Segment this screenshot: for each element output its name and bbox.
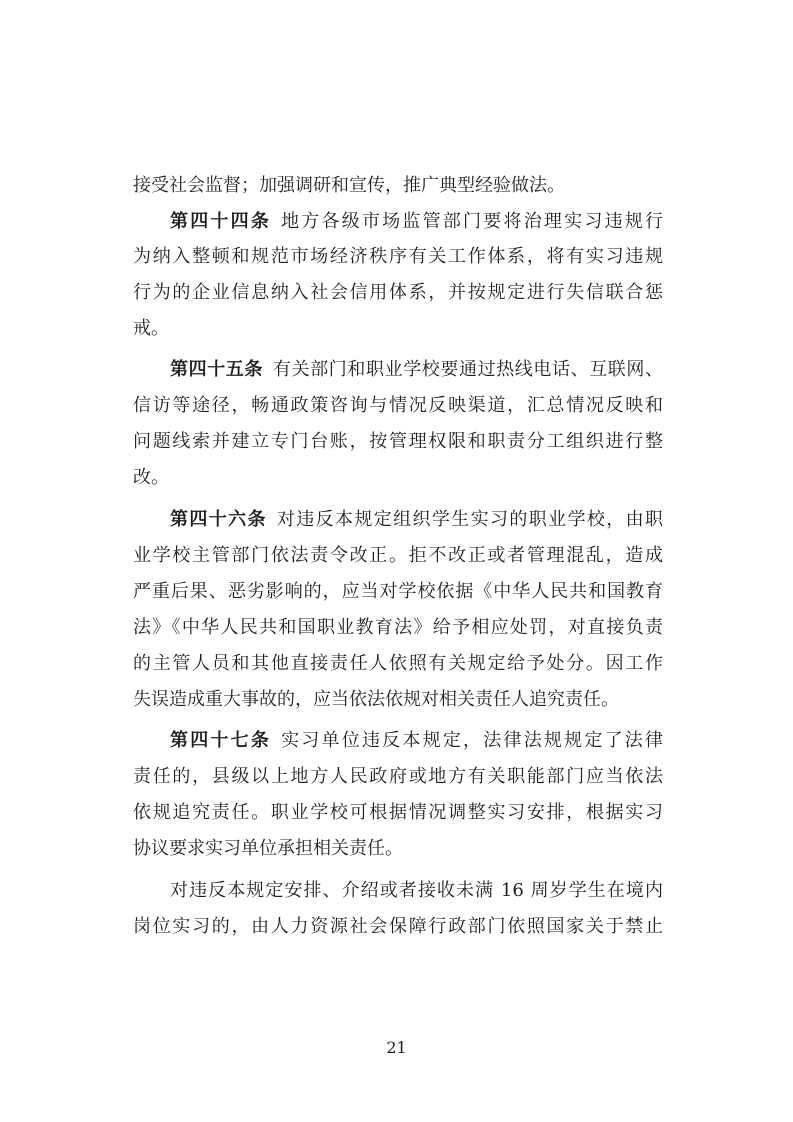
article-44-first-line [170,207,663,237]
article-47-title: 第四十七条 [170,730,272,751]
article-45-text: 有关部门和职业学校要通过热线电话、互联网、 [273,359,663,380]
page-number: 21 [386,1038,407,1057]
text-line: 业学校主管部门依法责令改正。拒不改正或者管理混乱，造成 [133,545,663,566]
text-line: 对违反本规定安排、介绍或者接收未满 16 周岁学生在境内 [170,880,663,901]
text-line: 接受社会监督；加强调研和宣传，推广典型经验做法。 [133,175,565,196]
article-46-text: 对违反本规定组织学生实习的职业学校，由职 [276,509,663,530]
article-45-first-line [170,355,663,385]
article-44-text: 地方各级市场监管部门要将治理实习违规行 [281,211,664,232]
article-44-title: 第四十四条 [170,211,272,232]
article-46-title: 第四十六条 [170,509,267,530]
article-45-title: 第四十五条 [170,359,263,380]
article-47-text: 实习单位违反本规定，法律法规规定了法律 [281,730,664,751]
text-line: 为纳入整顿和规范市场经济秩序有关工作体系，将有实习违规 [133,246,663,267]
text-line: 改。 [133,467,169,488]
article-46-first-line [170,505,663,535]
text-line: 协议要求实习单位承担相关责任。 [133,838,403,859]
text-line: 戒。 [133,318,169,339]
text-line: 责任的，县级以上地方人民政府或地方有关职能部门应当依法 [133,766,663,787]
text-line: 依规追究责任。职业学校可根据情况调整实习安排，根据实习 [133,802,663,823]
text-line: 问题线索并建立专门台账，按管理权限和职责分工组织进行整 [133,431,663,452]
text-line: 法》《中华人民共和国职业教育法》给予相应处罚，对直接负责 [133,617,663,638]
text-line: 行为的企业信息纳入社会信用体系，并按规定进行失信联合惩 [133,282,663,303]
text-line: 严重后果、恶劣影响的，应当对学校依据《中华人民共和国教育 [133,581,663,602]
text-line: 的主管人员和其他直接责任人依照有关规定给予处分。因工作 [133,653,663,674]
text-line: 失误造成重大事故的，应当依法依规对相关责任人追究责任。 [133,689,619,710]
article-47-first-line [170,726,663,756]
text-line: 信访等途径，畅通政策咨询与情况反映渠道，汇总情况反映和 [133,395,663,416]
text-line: 岗位实习的，由人力资源社会保障行政部门依照国家关于禁止 [133,916,663,937]
